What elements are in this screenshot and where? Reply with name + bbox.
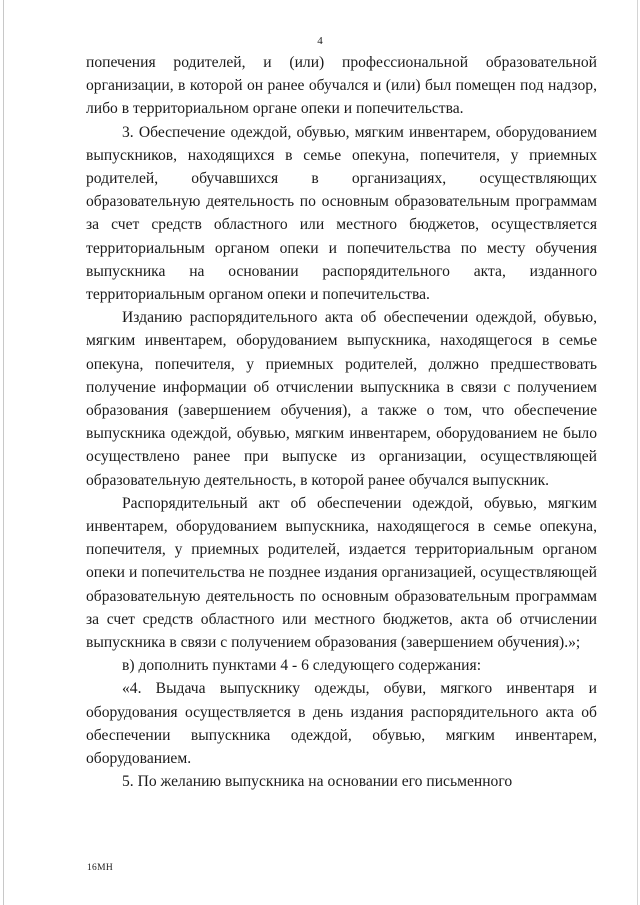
paragraph-amendment-intro: в) дополнить пунктами 4 - 6 следующего содержания: — [122, 657, 482, 675]
document-body — [86, 51, 597, 794]
paragraph-item-4: «4. Выдача выпускнику одежды, обуви, мягкого инвентаря и оборудования осуществляется в день издания распорядительного акта об обеспечении выпускника одеждой, обувью, мягким инвентарем, оборудованием. — [86, 680, 597, 768]
paragraph-continuation: попечения родителей, и (или) профессиональной образовательной организации, в которой он ранее обучался и (или) был помещен под надзор, либо в территориальном органе опеки и попечительства. — [86, 54, 597, 118]
page-number: 4 — [317, 35, 323, 47]
paragraph-act-precondition: Изданию распорядительного акта об обеспечении одеждой, обувью, мягким инвентарем, оборудованием выпускника, находящегося в семье опекуна, попечителя, у приемных родителей, должно предшествовать получение информации об отчислении выпускника в связи с получением образования (завершением обучения), а также о том, что обеспечение выпускника одеждой, обувью, мягким инвентарем, оборудованием не было осуществлено ранее при выпуске из организации, осуществляющей образовательную деятельность, в которой ранее обучался выпускник. — [86, 309, 597, 489]
paragraph-item-3: 3. Обеспечение одеждой, обувью, мягким инвентарем, оборудованием выпускников, находящихся в семье опекуна, попечителя, у приемных родителей, обучавшихся в организациях, осуществляющих образовательную деятельность по основным образовательным программам за счет средств областного или местного бюджетов, осуществляется территориальным органом опеки и попечительства по месту обучения выпускника на основании распорядительного акта, изданного территориальным органом опеки и попечительства. — [86, 123, 597, 304]
page-edge-right — [637, 0, 638, 905]
paragraph-act-issuance: Распорядительный акт об обеспечении одеждой, обувью, мягким инвентарем, оборудованием выпускника, находящегося в семье опекуна, попечителя, у приемных родителей, издается территориальным органом опеки и попечительства не позднее издания организацией, осуществляющей образовательную деятельность по основным образовательным программам за счет средств областного или местного бюджетов, акта об отчислении выпускника в связи с получением образования (завершением обучения).»; — [86, 494, 597, 652]
paragraph-item-5: 5. По желанию выпускника на основании его письменного — [122, 773, 513, 791]
page-edge-left — [3, 0, 4, 905]
footer-document-code: 16МН — [87, 863, 114, 873]
